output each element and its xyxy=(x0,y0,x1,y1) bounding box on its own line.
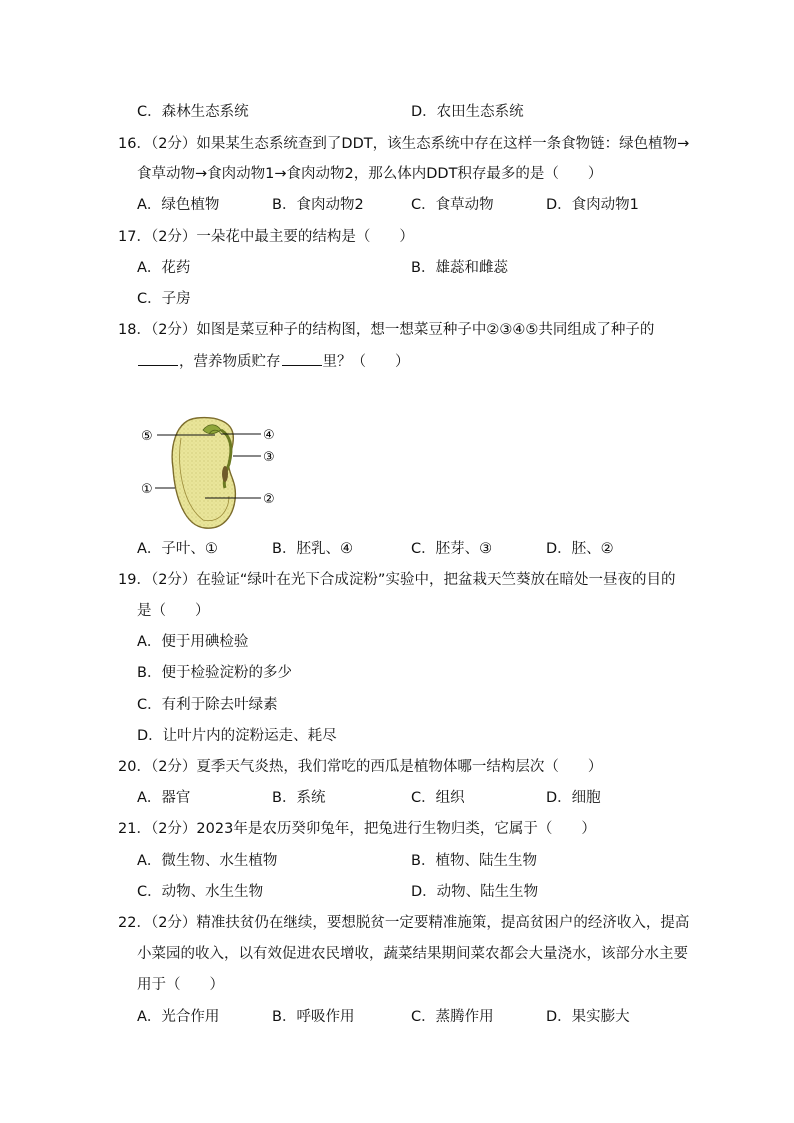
q17-option-c: C．子房 xyxy=(137,291,191,307)
q16-option-a: A．绿色植物 xyxy=(137,197,220,213)
q22-option-a: A．光合作用 xyxy=(137,1009,220,1025)
q22-stem-line1: 22．（2分）精准扶贫仍在继续，要想脱贫一定要精准施策，提高贫困户的经济收入，提高 xyxy=(118,915,690,931)
q18-stem-line1: 18．（2分）如图是菜豆种子的结构图，想一想菜豆种子中②③④⑤共同组成了种子的 xyxy=(118,322,655,338)
q18-stem-line2 xyxy=(137,351,410,372)
q18-option-b: B．胚乳、④ xyxy=(272,541,353,557)
q20-option-c: C．组织 xyxy=(411,790,465,806)
q18-option-c: C．胚芽、③ xyxy=(411,541,493,557)
label-5: ⑤ xyxy=(141,429,153,444)
q22-stem-line2: 小菜园的收入，以有效促进农民增收，蔬菜结果期间菜农都会大量浇水，该部分水主要 xyxy=(137,946,688,962)
q16-option-d: D．食肉动物1 xyxy=(546,197,639,213)
answer-blank xyxy=(138,351,178,366)
q20-option-b: B．系统 xyxy=(272,790,326,806)
q16-stem-line2: 食草动物→食肉动物1→食肉动物2，那么体内DDT积存最多的是（ ） xyxy=(137,166,603,182)
q19-option-d: D．让叶片内的淀粉运走、耗尽 xyxy=(137,728,337,744)
answer-blank xyxy=(282,351,322,366)
q19-option-b: B．便于检验淀粉的多少 xyxy=(137,665,292,681)
q17-option-b: B．雄蕊和雌蕊 xyxy=(411,260,508,276)
q16-option-b: B．食肉动物2 xyxy=(272,197,364,213)
q15-option-c: C．森林生态系统 xyxy=(137,104,249,120)
q21-option-a: A．微生物、水生植物 xyxy=(137,853,278,869)
q19-option-a: A．便于用碘检验 xyxy=(137,634,249,650)
q15-option-d: D．农田生态系统 xyxy=(411,104,524,120)
q20-option-d: D．细胞 xyxy=(546,790,601,806)
q21-option-d: D．动物、陆生生物 xyxy=(411,884,539,900)
q22-option-c: C．蒸腾作用 xyxy=(411,1009,494,1025)
q20-option-a: A．器官 xyxy=(137,790,191,806)
q18-option-a: A．子叶、① xyxy=(137,541,218,557)
q21-option-c: C．动物、水生生物 xyxy=(137,884,264,900)
label-2: ② xyxy=(263,492,275,507)
q16-stem-line1: 16．（2分）如果某生态系统查到了DDT，该生态系统中存在这样一条食物链：绿色植物→ xyxy=(118,136,690,152)
q19-stem-line1: 19．（2分）在验证“绿叶在光下合成淀粉”实验中，把盆栽天竺葵放在暗处一昼夜的目的 xyxy=(118,572,676,588)
q21-stem: 21．（2分）2023年是农历癸卯兔年，把兔进行生物归类，它属于（ ） xyxy=(118,821,596,837)
q19-option-c: C．有利于除去叶绿素 xyxy=(137,697,278,713)
q21-option-b: B．植物、陆生生物 xyxy=(411,853,537,869)
label-4: ④ xyxy=(263,428,275,443)
q19-stem-line2: 是（ ） xyxy=(137,603,210,619)
q18-stem-text: ，营养物质贮存 xyxy=(179,354,281,370)
q18-option-d: D．胚、② xyxy=(546,541,614,557)
q22-stem-line3: 用于（ ） xyxy=(137,977,224,993)
q22-option-d: D．果实膨大 xyxy=(546,1009,630,1025)
label-3: ③ xyxy=(263,450,275,465)
label-1: ① xyxy=(141,482,153,497)
q18-stem-text: 里？（ ） xyxy=(322,354,410,370)
q17-stem: 17．（2分）一朵花中最主要的结构是（ ） xyxy=(118,229,414,245)
q22-option-b: B．呼吸作用 xyxy=(272,1009,355,1025)
q20-stem: 20．（2分）夏季天气炎热，我们常吃的西瓜是植物体哪一结构层次（ ） xyxy=(118,759,603,775)
bean-seed-diagram xyxy=(135,408,285,533)
q17-option-a: A．花药 xyxy=(137,260,191,276)
q16-option-c: C．食草动物 xyxy=(411,197,494,213)
